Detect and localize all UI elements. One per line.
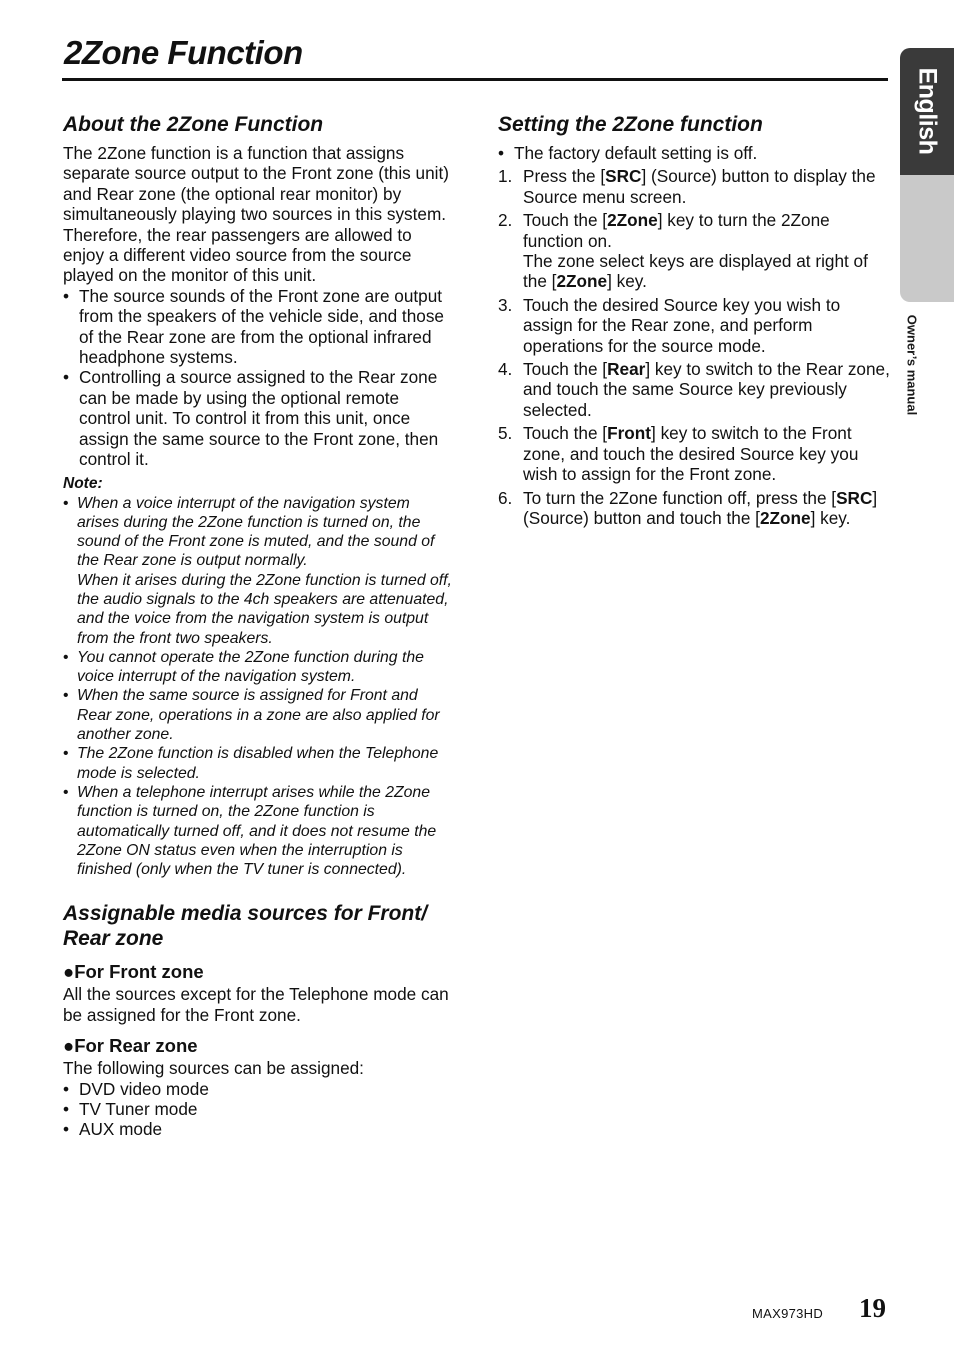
note-text: When a voice interrupt of the navigation system arises during the 2Zone function is turned on, the sound of the Front zone is muted, and the sound of the Rear zone is output normally.: [77, 494, 435, 570]
step-text: Touch the [: [523, 359, 608, 380]
2zone-key-label: 2Zone: [607, 210, 658, 231]
2zone-key-label: 2Zone: [556, 271, 608, 292]
page-number: 19: [859, 1293, 886, 1323]
step-text: Press the [: [523, 166, 606, 187]
step-text: ] (Source) button and touch the [: [523, 487, 878, 528]
rear-zone-source-list: [63, 1079, 455, 1140]
step-text: Touch the [: [523, 210, 608, 231]
step-number: 1.: [498, 166, 513, 187]
2zone-key-label: 2Zone: [759, 507, 811, 528]
side-tab-dark-block: [900, 48, 954, 175]
assignable-heading: Assignable media sources for Front/ Rear zone: [63, 902, 428, 951]
side-tab-language: English: [913, 67, 942, 155]
bullet-dot: •: [498, 143, 505, 163]
step-text: ] key to turn the 2Zone function on.: [523, 210, 830, 251]
rear-zone-heading-text: For Rear zone: [74, 1035, 198, 1057]
setting-step: [498, 210, 890, 292]
rear-key-label: Rear: [607, 359, 646, 380]
rear-zone-source-item: • AUX mode: [63, 1119, 455, 1139]
step-text: ] key to switch to the Rear zone, and touch the same Source key previously selected.: [523, 359, 890, 420]
setting-step: [498, 166, 890, 207]
rear-zone-text: The following sources can be assigned:: [63, 1058, 364, 1079]
front-zone-heading-text: For Front zone: [74, 961, 204, 983]
src-key-label: SRC: [836, 487, 873, 508]
note-item: • The 2Zone function is disabled when the Telephone mode is selected.: [63, 744, 455, 783]
step-text: ] (Source) button to display the Source menu screen.: [523, 166, 876, 207]
rear-zone-source-item: • TV Tuner mode: [63, 1099, 455, 1119]
rear-zone-source-item: • DVD video mode: [63, 1079, 455, 1099]
note-item: • When a telephone interrupt arises while the 2Zone function is turned on, the 2Zone function is automatically turned off, and it does not resume the 2Zone ON status even when the interruption is finished (only when the TV tuner is connected).: [63, 783, 455, 879]
step-text: ] key.: [607, 271, 647, 292]
model-number: MAX973HD: [752, 1306, 824, 1321]
default-setting-note: [498, 143, 890, 163]
page-title: 2Zone Function: [64, 34, 303, 71]
step-text: To turn the 2Zone function off, press the [: [523, 487, 837, 508]
front-zone-heading: [63, 961, 455, 983]
setting-step: [498, 359, 890, 420]
left-column: [63, 112, 455, 1140]
note-label: Note:: [63, 474, 103, 492]
step-text: ] key to switch to the Front zone, and touch the desired Source key you wish to assign for the Front zone.: [523, 423, 859, 485]
step-text: The zone select keys are displayed at right of the [: [523, 251, 868, 292]
setting-step: [498, 295, 890, 356]
note-list: [63, 494, 455, 880]
note-item: [63, 494, 455, 648]
note-item: • When the same source is assigned for Front and Rear zone, operations in a zone are also applied for another zone.: [63, 686, 455, 744]
right-column: [498, 112, 890, 531]
step-number: 3.: [498, 294, 513, 315]
about-bullet-list: [63, 286, 455, 470]
title-rule: [62, 78, 888, 81]
about-heading: About the 2Zone Function: [63, 113, 324, 136]
step-number: 2.: [498, 210, 513, 231]
front-key-label: Front: [607, 423, 652, 444]
language-side-tab: [900, 48, 954, 416]
bullet-circle-icon: ●: [63, 961, 75, 983]
default-setting-text: The factory default setting is off.: [514, 143, 758, 163]
step-number: 6.: [498, 487, 513, 508]
front-zone-text: All the sources except for the Telephone mode can be assigned for the Front zone.: [63, 984, 449, 1025]
bullet-circle-icon: ●: [63, 1035, 75, 1057]
side-tab-light-block: [900, 175, 954, 416]
step-text: Touch the [: [523, 423, 608, 444]
about-bullet: • The source sounds of the Front zone are output from the speakers of the vehicle side, and those of the Rear zone are from the optional infrared headphone systems.: [63, 286, 455, 368]
step-text: ] key.: [810, 507, 851, 528]
setting-step: [498, 488, 890, 529]
step-number: 4.: [498, 359, 513, 380]
side-tab-manual: Owner’s manual: [904, 314, 920, 416]
about-paragraph: The 2Zone function is a function that assigns separate source output to the Front zone (this unit) and Rear zone (the optional rear monitor) by simultaneously playing two sources in this system. Therefore, the rear passengers are allowed to enjoy a different video source from the source played on the monitor of this unit.: [63, 143, 449, 286]
step-number: 5.: [498, 423, 513, 444]
setting-heading: Setting the 2Zone function: [498, 113, 763, 136]
note-item: • You cannot operate the 2Zone function during the voice interrupt of the navigation system.: [63, 648, 455, 687]
src-key-label: SRC: [605, 166, 642, 187]
setting-steps: [498, 143, 890, 528]
rear-zone-heading: [63, 1035, 455, 1057]
note-continued-text: When it arises during the 2Zone function is turned off, the audio signals to the 4ch speakers are attenuated, and the voice from the navigation system is output from the front two speakers.: [77, 571, 452, 647]
about-bullet: • Controlling a source assigned to the Rear zone can be made by using the optional remote control unit. To control it from this unit, once assign the same source to the Front zone, then control it.: [63, 367, 455, 469]
setting-step: [498, 423, 890, 484]
step-text: Touch the desired Source key you wish to assign for the Rear zone, and perform operations for the source mode.: [523, 294, 841, 356]
